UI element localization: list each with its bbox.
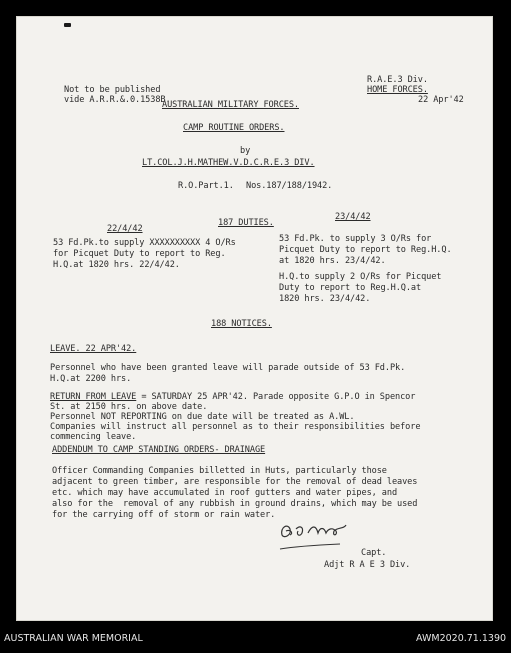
duties-col2-line5: Duty to report to Reg.H.Q.at (279, 283, 422, 293)
return-line-5: commencing leave. (50, 432, 137, 442)
addendum-heading: ADDENDUM TO CAMP STANDING ORDERS- DRAINAGE (52, 445, 266, 455)
leave-line-2: H.Q.at 2200 hrs. (50, 374, 132, 384)
duties-col2-line4: H.Q.to supply 2 O/Rs for Picquet (279, 272, 442, 282)
accession-number: AWM2020.71.1390 (416, 633, 507, 644)
return-line-3: Personnel NOT REPORTING on due date will be treated as A.WL. (50, 412, 355, 422)
document-title: CAMP ROUTINE ORDERS. (183, 123, 285, 133)
duties-col1-line1: 53 Fd.Pk.to supply XXXXXXXXXX 4 O/Rs (53, 238, 236, 248)
ro-part: R.O.Part.1. (178, 181, 234, 191)
home-forces-line: HOME FORCES. (367, 85, 428, 95)
duties-heading: 187 DUTIES. (218, 218, 274, 228)
leave-line-1: Personnel who have been granted leave will parade outside of 53 Fd.Pk. (50, 363, 406, 373)
addendum-line-3: etc. which may have accumulated in roof gutters and water pipes, and (52, 488, 398, 498)
handwritten-signature (274, 515, 358, 551)
addendum-line-1: Officer Commanding Companies billetted in Huts, particularly those (52, 466, 387, 476)
issuing-authority: AUSTRALIAN MILITARY FORCES. (162, 100, 299, 110)
duties-date-2: 23/4/42 (335, 212, 371, 222)
signoff-title: Adjt R A E 3 Div. (324, 560, 411, 570)
return-detail: = SATURDAY 25 APR'42. Parade opposite G.P.O in Spencor (136, 392, 416, 402)
addendum-line-5: for the carrying off of storm or rain water. (52, 510, 276, 520)
return-line-2: St. at 2150 hrs. on above date. (50, 402, 208, 412)
not-published-line-2: vide A.R.R.&.0.1538B. (64, 95, 171, 105)
leave-heading: LEAVE. 22 APR'42. (50, 344, 137, 354)
return-line-1 (50, 393, 415, 402)
duties-col1-line3: H.Q.at 1820 hrs. 22/4/42. (53, 260, 180, 270)
addendum-line-2: adjacent to green timber, are responsible for the removal of dead leaves (52, 477, 418, 487)
duties-col2-line6: 1820 hrs. 23/4/42. (279, 294, 371, 304)
duties-col2-line2: Picquet Duty to report to Reg.H.Q. (279, 245, 452, 255)
addendum-line-4: also for the removal of any rubbish in ground drains, which may be used (52, 499, 418, 509)
archive-caption: AUSTRALIAN WAR MEMORIAL (4, 633, 143, 644)
order-numbers: Nos.187/188/1942. (246, 181, 333, 191)
not-published-line-1: Not to be published (64, 85, 161, 95)
duties-date-1: 22/4/42 (107, 224, 143, 234)
duties-col2-line1: 53 Fd.Pk. to supply 3 O/Rs for (279, 234, 432, 244)
duties-col1-line2: for Picquet Duty to report to Reg. (53, 249, 226, 259)
return-heading: RETURN FROM LEAVE (50, 392, 137, 402)
unit-line: R.A.E.3 Div. (367, 75, 428, 85)
order-date: 22 Apr'42 (418, 95, 464, 105)
duties-col2-line3: at 1820 hrs. 23/4/42. (279, 256, 386, 266)
return-line-4: Companies will instruct all personnel as to their responsibilities before (50, 422, 421, 432)
punch-hole-mark (64, 23, 71, 27)
signoff-rank: Capt. (361, 548, 387, 558)
notices-heading: 188 NOTICES. (211, 319, 272, 329)
by-line: by (240, 146, 251, 156)
commander-name: LT.COL.J.H.MATHEW.V.D.C.R.E.3 DIV. (142, 158, 315, 168)
